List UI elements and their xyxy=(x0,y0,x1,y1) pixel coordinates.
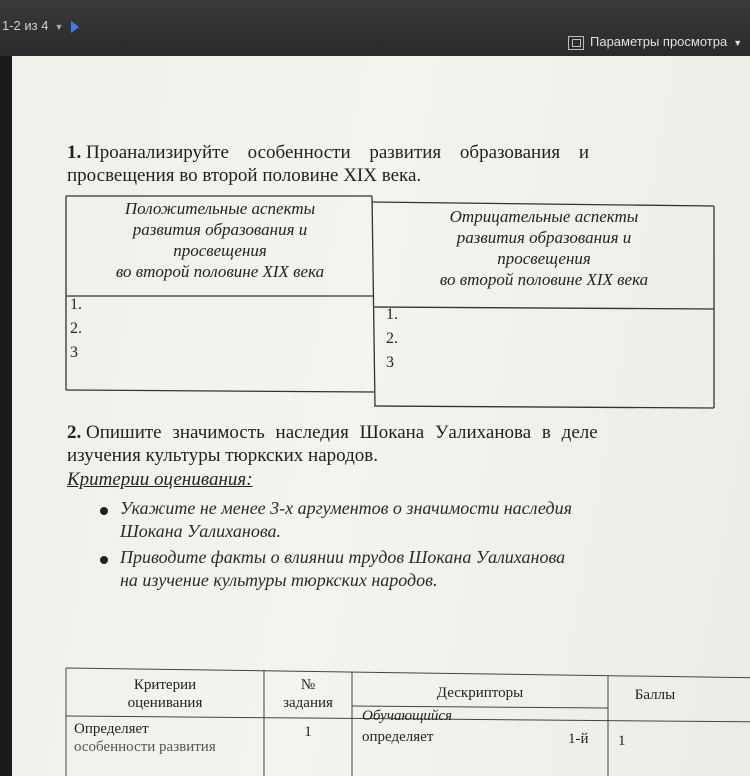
header-line: Положительные аспекты xyxy=(124,199,316,218)
rubric-row1-task: 1 xyxy=(304,724,312,740)
header-line: № xyxy=(300,677,316,693)
task2-number: 2. xyxy=(67,422,82,443)
chevron-down-icon: ▼ xyxy=(733,38,743,48)
task1-number: 1. xyxy=(67,142,82,163)
task2-title-line1 xyxy=(67,422,598,444)
task2-title-line2: изучения культуры тюркских народов. xyxy=(67,445,378,466)
bullet-dot xyxy=(100,556,108,564)
task1-title-line2: просвещения во второй половине XIX века. xyxy=(67,165,422,186)
header-line: просвещения xyxy=(497,249,591,268)
rubric-task-number-header xyxy=(266,676,350,712)
page-indicator-text: 1-2 из 4 xyxy=(2,18,49,33)
bullet-2-line2: на изучение культуры тюркских народов. xyxy=(120,570,438,590)
rubric-descriptors-header: Дескрипторы xyxy=(436,685,524,701)
rubric-student-subheader: Обучающийся xyxy=(362,708,453,724)
header-line: Отрицательные аспекты xyxy=(449,207,639,226)
rubric-row1-descriptor: определяет xyxy=(362,729,434,745)
bullet-dot xyxy=(100,507,108,515)
view-params-button[interactable] xyxy=(568,34,742,50)
rubric-row1-points: 1 xyxy=(618,733,626,749)
header-line: во второй половине XIX века xyxy=(439,270,649,289)
rubric-row1-descriptor-tail: 1-й xyxy=(568,731,589,747)
task1-title-text: Проанализируйте особенности развития образования и xyxy=(86,142,590,163)
header-line: Критерии xyxy=(133,677,197,693)
rubric-points-header: Баллы xyxy=(634,687,676,703)
view-settings-icon xyxy=(568,36,584,50)
criterion-line: особенности развития xyxy=(74,739,216,755)
negative-item-1: 1. xyxy=(386,306,398,323)
positive-item-2: 2. xyxy=(70,320,82,337)
positive-item-3: 3 xyxy=(70,344,78,361)
view-params-label: Параметры просмотра xyxy=(590,34,728,49)
rubric-criteria-header xyxy=(68,676,262,712)
bullet-1-line1: Укажите не менее 3-х аргументов о значимости наследия xyxy=(120,498,572,518)
header-line: развития образования и xyxy=(456,228,632,247)
negative-aspects-header xyxy=(376,206,712,290)
positive-item-1: 1. xyxy=(70,296,82,313)
task2-title-text: Опишите значимость наследия Шокана Уалиханова в деле xyxy=(86,422,598,443)
header-line: просвещения xyxy=(173,241,267,260)
header-line: во второй половине XIX века xyxy=(115,262,325,281)
rubric-row1-criterion xyxy=(74,720,216,756)
document-page xyxy=(12,56,750,776)
header-line: задания xyxy=(283,695,333,711)
next-page-icon[interactable] xyxy=(71,21,79,33)
bullet-1-line2: Шокана Уалиханова. xyxy=(120,521,282,541)
negative-item-3: 3 xyxy=(386,354,394,371)
chevron-down-icon[interactable]: ▼ xyxy=(54,22,64,32)
bullet-2-line1: Приводите факты о влиянии трудов Шокана Уалиханова xyxy=(120,547,566,567)
criteria-label: Критерии оценивания: xyxy=(67,469,253,490)
criterion-line: Определяет xyxy=(74,721,149,737)
page-indicator[interactable] xyxy=(2,18,79,33)
task1-table-grid xyxy=(12,56,750,776)
positive-aspects-header xyxy=(68,198,372,282)
header-line: оценивания xyxy=(127,695,203,711)
negative-item-2: 2. xyxy=(386,330,398,347)
viewer-toolbar xyxy=(0,0,750,56)
header-line: развития образования и xyxy=(132,220,308,239)
